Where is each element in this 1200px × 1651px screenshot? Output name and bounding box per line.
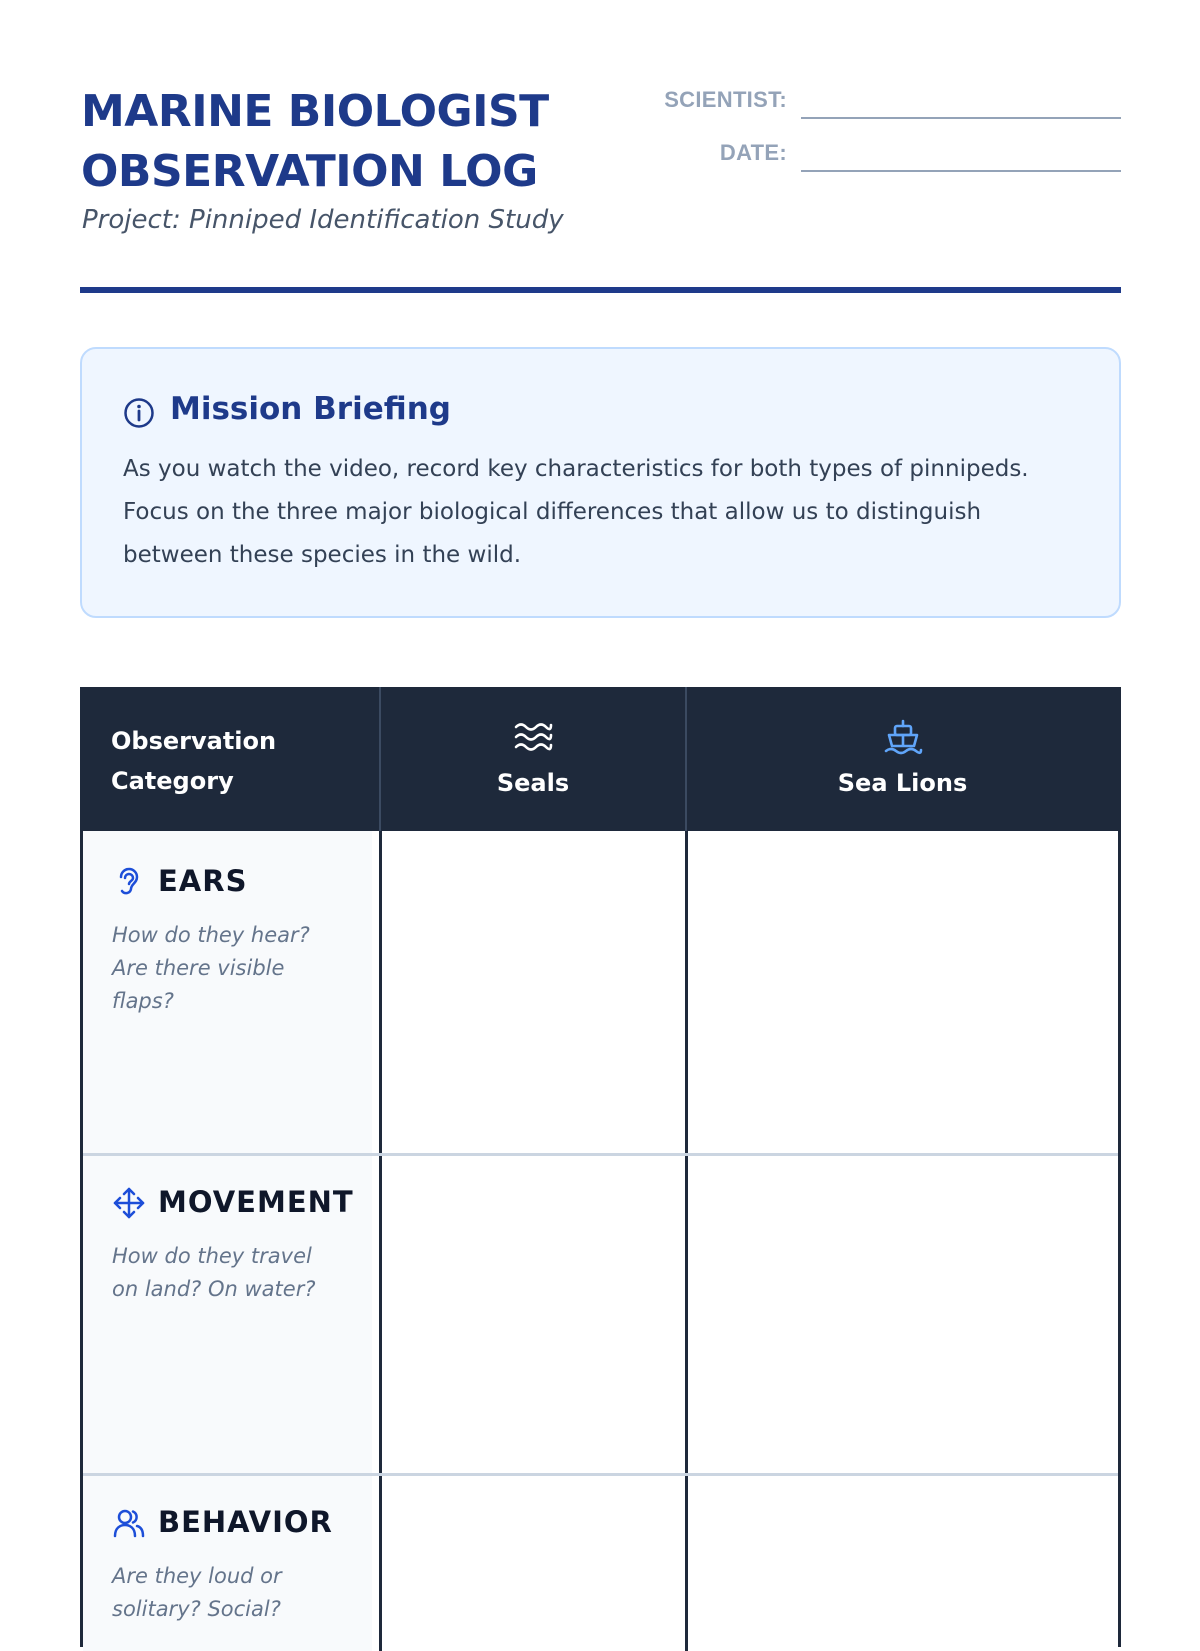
- header-category-line-1: Observation: [111, 727, 277, 755]
- table-header: [83, 687, 1118, 831]
- row-title-movement: MOVEMENT: [158, 1185, 354, 1219]
- header-seals-label: Seals: [496, 769, 570, 797]
- project-subtitle: Project: Pinniped Identification Study: [82, 205, 564, 235]
- waves-icon: [513, 719, 553, 755]
- header-category-line-2: Category: [111, 767, 234, 795]
- row-title-behavior: BEHAVIOR: [158, 1505, 333, 1539]
- row-prompt-movement: How do they travel on land? On water?: [112, 1244, 316, 1301]
- scientist-field[interactable]: [801, 117, 1121, 119]
- header-category: [111, 721, 276, 801]
- page-title: [81, 82, 549, 202]
- seals-behavior-cell[interactable]: [382, 1476, 685, 1651]
- date-field[interactable]: [801, 170, 1121, 172]
- sea-lions-movement-cell[interactable]: [688, 1156, 1118, 1473]
- sea-lions-ears-cell[interactable]: [688, 831, 1118, 1153]
- briefing-text: As you watch the video, record key characteristics for both types of pinnipeds. Focus on the three major biological differences that allow us to distinguish between these species in the wild.: [123, 456, 1029, 568]
- header-divider: [80, 287, 1121, 293]
- users-icon: [112, 1506, 146, 1540]
- info-circle-icon: [123, 397, 155, 429]
- scientist-label: SCIENTIST:: [664, 87, 787, 112]
- seals-movement-cell[interactable]: [382, 1156, 685, 1473]
- date-label: DATE:: [719, 140, 787, 165]
- row-prompt-ears: How do they hear? Are there visible flaps?: [112, 923, 310, 1013]
- seals-ears-cell[interactable]: [382, 831, 685, 1153]
- header-sea-lions: [687, 687, 1118, 831]
- row-title-ears: EARS: [158, 864, 248, 898]
- row-prompt-behavior: Are they loud or solitary? Social?: [112, 1564, 282, 1621]
- move-icon: [112, 1186, 146, 1220]
- observation-table: [80, 687, 1121, 1647]
- title-line-1: MARINE BIOLOGIST: [81, 86, 549, 137]
- mission-briefing-card: [80, 347, 1121, 618]
- header-sea-lions-label: Sea Lions: [837, 769, 968, 797]
- ship-icon: [883, 719, 923, 755]
- title-line-2: OBSERVATION LOG: [81, 146, 538, 197]
- briefing-title: Mission Briefing: [170, 391, 451, 427]
- ear-icon: [112, 865, 146, 899]
- sea-lions-behavior-cell[interactable]: [688, 1476, 1118, 1651]
- header-seals: [381, 687, 685, 831]
